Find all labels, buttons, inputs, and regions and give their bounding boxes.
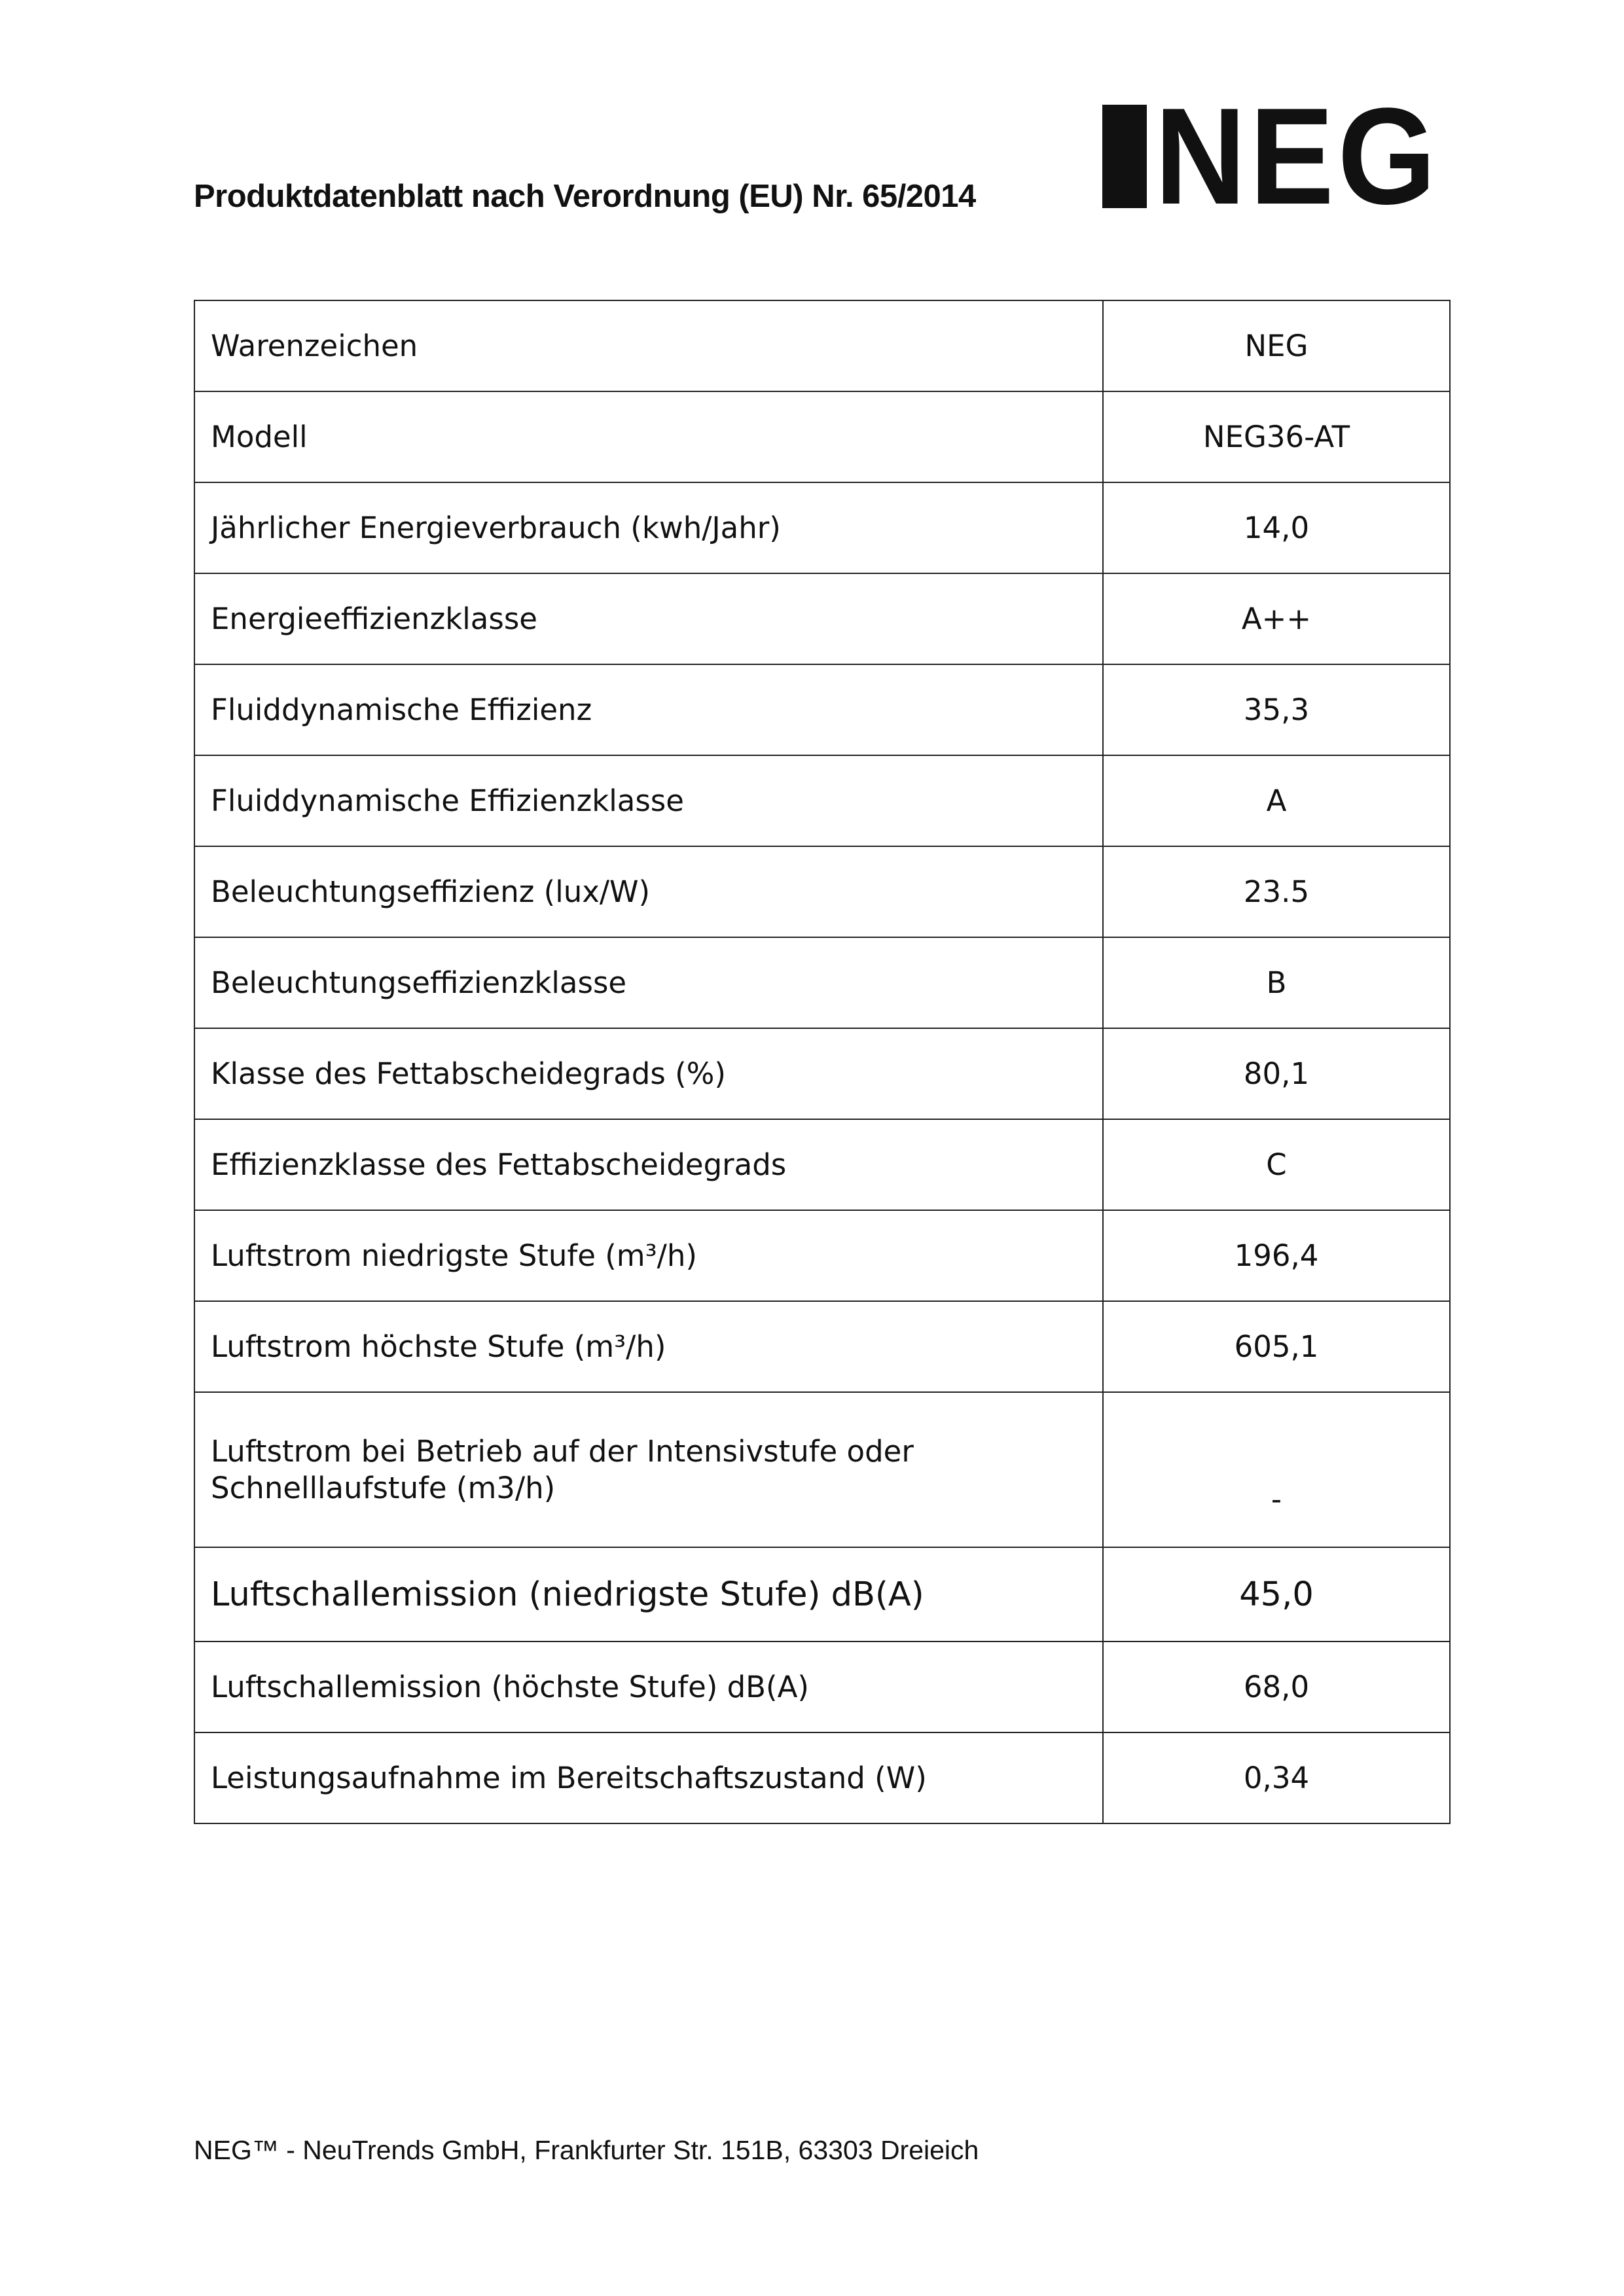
row-value: C (1103, 1119, 1450, 1210)
row-value: 35,3 (1103, 664, 1450, 755)
row-label: Leistungsaufnahme im Bereitschaftszustand (W) (194, 1732, 1103, 1823)
row-label: Jährlicher Energieverbrauch (kwh/Jahr) (194, 482, 1103, 573)
row-label: Effizienzklasse des Fettabscheidegrads (194, 1119, 1103, 1210)
row-value: - (1103, 1392, 1450, 1547)
row-label: Fluiddynamische Effizienzklasse (194, 755, 1103, 846)
row-label: Luftschallemission (höchste Stufe) dB(A) (194, 1641, 1103, 1732)
row-label (194, 1392, 1103, 1547)
row-value: 45,0 (1103, 1547, 1450, 1641)
row-value: 196,4 (1103, 1210, 1450, 1301)
row-value: A (1103, 755, 1450, 846)
logo-text: NEG (1155, 79, 1440, 233)
row-value: NEG36-AT (1103, 391, 1450, 482)
table-row (194, 300, 1450, 391)
footer-address: NEG™ - NeuTrends GmbH, Frankfurter Str. 151B, 63303 Dreieich (194, 2135, 979, 2165)
row-label-line: Schnelllaufstufe (m3/h) (211, 1470, 556, 1505)
row-label: Luftstrom niedrigste Stufe (m³/h) (194, 1210, 1103, 1301)
row-value: B (1103, 937, 1450, 1028)
row-label: Luftstrom höchste Stufe (m³/h) (194, 1301, 1103, 1392)
row-label: Luftschallemission (niedrigste Stufe) dB(A) (194, 1547, 1103, 1641)
table-row (194, 1547, 1450, 1641)
row-label: Energieeffizienzklasse (194, 573, 1103, 664)
table-row (194, 846, 1450, 937)
table-row (194, 482, 1450, 573)
row-value: NEG (1103, 300, 1450, 391)
table-row (194, 1028, 1450, 1119)
table-row (194, 1210, 1450, 1301)
row-label: Klasse des Fettabscheidegrads (%) (194, 1028, 1103, 1119)
row-value: A++ (1103, 573, 1450, 664)
row-label: Beleuchtungseffizienz (lux/W) (194, 846, 1103, 937)
row-label: Beleuchtungseffizienzklasse (194, 937, 1103, 1028)
neg-logo (1102, 79, 1464, 233)
table-row (194, 573, 1450, 664)
product-data-table (194, 300, 1451, 1824)
table-row (194, 1641, 1450, 1732)
row-value: 605,1 (1103, 1301, 1450, 1392)
table-row (194, 937, 1450, 1028)
table-row (194, 1119, 1450, 1210)
row-value: 68,0 (1103, 1641, 1450, 1732)
table-row (194, 1301, 1450, 1392)
table-row (194, 1732, 1450, 1823)
row-value: 23.5 (1103, 846, 1450, 937)
row-label-line: Luftstrom bei Betrieb auf der Intensivstufe oder (211, 1433, 914, 1469)
row-value: 80,1 (1103, 1028, 1450, 1119)
table-row (194, 664, 1450, 755)
table-row (194, 391, 1450, 482)
table-row (194, 1392, 1450, 1547)
row-value: 14,0 (1103, 482, 1450, 573)
row-label: Modell (194, 391, 1103, 482)
row-label: Warenzeichen (194, 300, 1103, 391)
logo-bar (1102, 105, 1147, 208)
row-value: 0,34 (1103, 1732, 1450, 1823)
table-row (194, 755, 1450, 846)
row-label: Fluiddynamische Effizienz (194, 664, 1103, 755)
page-title: Produktdatenblatt nach Verordnung (EU) Nr. 65/2014 (194, 179, 976, 214)
